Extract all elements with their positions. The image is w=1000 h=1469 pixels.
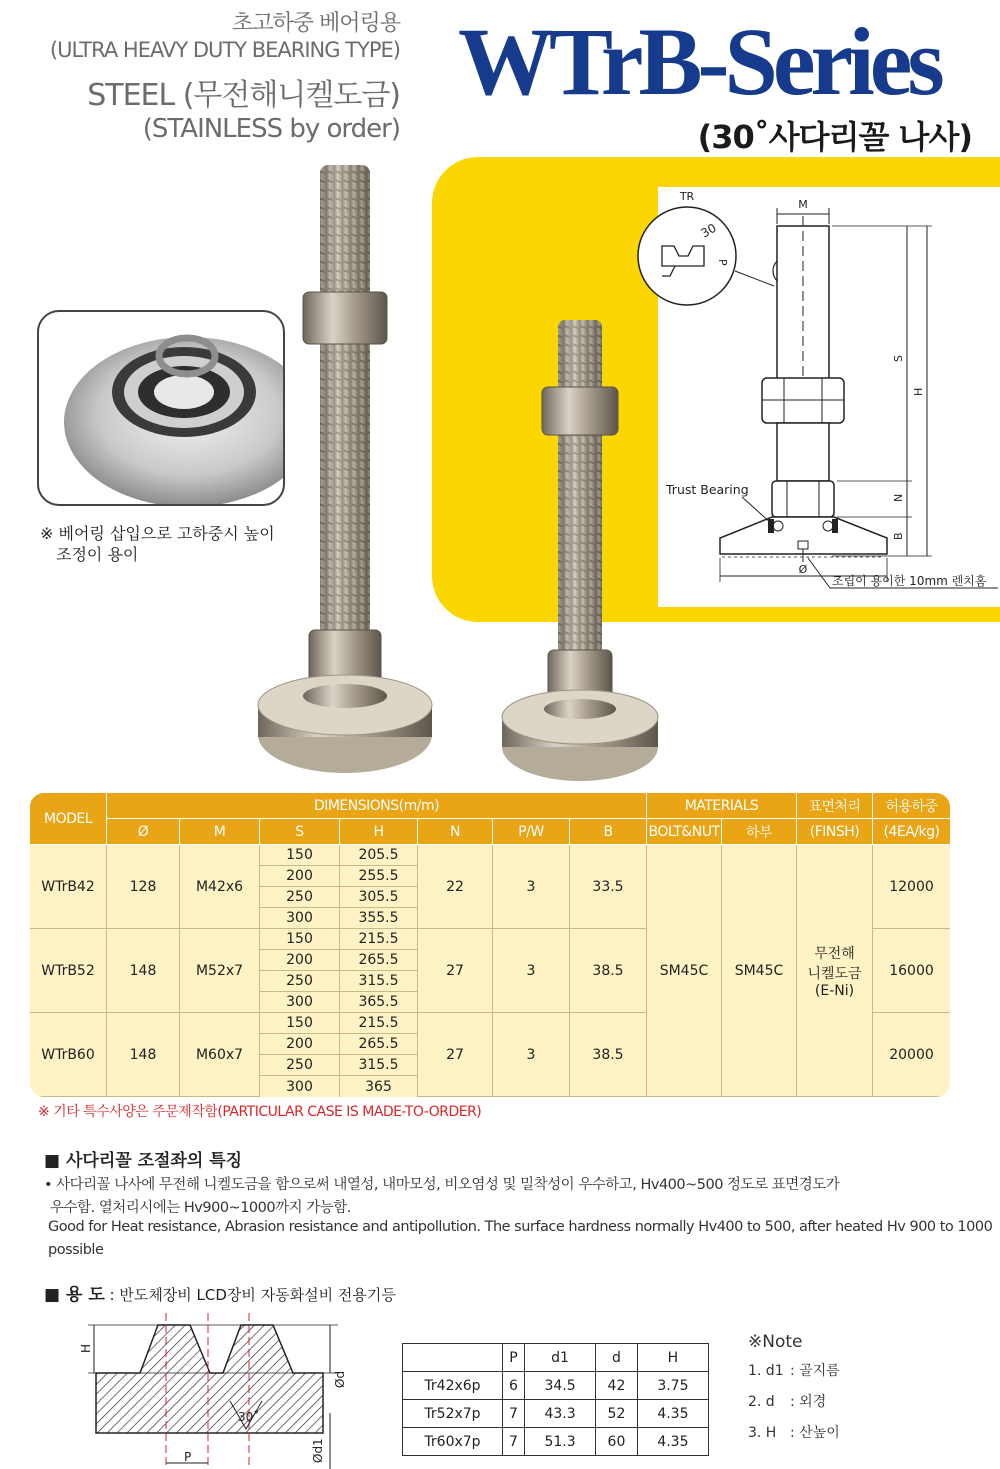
model-phi: 148 <box>107 1013 180 1097</box>
note-item <box>748 1422 840 1453</box>
model-h: 365 <box>340 1076 418 1097</box>
diameter-label: Ø <box>798 563 808 576</box>
thread-cell: 34.5 <box>524 1372 595 1400</box>
finish <box>797 845 873 1097</box>
thread-table <box>402 1343 709 1456</box>
model-s: 200 <box>260 1034 340 1055</box>
model-s: 250 <box>260 1055 340 1076</box>
model-h: 205.5 <box>340 845 418 866</box>
thread-h-label: H <box>79 1343 93 1353</box>
thread-type-subtitle: (30˚사다리꼴 나사) <box>697 118 972 156</box>
header-materials: MATERIALS <box>647 793 797 819</box>
model-pw: 3 <box>493 845 570 929</box>
material-label: STEEL (무전해니켈도금) <box>87 78 400 113</box>
table-row <box>403 1428 709 1456</box>
header-load: 허용하중 <box>873 793 950 819</box>
table-row <box>403 1372 709 1400</box>
model-n: 27 <box>418 1013 493 1097</box>
model-load: 16000 <box>873 929 950 1013</box>
n-label: N <box>892 493 905 502</box>
features-line-1: • 사다리꼴 나사에 무전해 니켈도금을 함으로써 내열성, 내마모성, 비오염성 및 밀착성이 우수하고, Hv400~500 정도로 표면경도가 <box>44 1177 840 1193</box>
model-phi: 148 <box>107 929 180 1013</box>
custom-order-note: ※ 기타 특수사양은 주문제작함(PARTICULAR CASE IS MADE-TO-ORDER) <box>38 1104 482 1120</box>
thread-cell: 4.35 <box>637 1400 708 1428</box>
features-line-4: possible <box>48 1242 104 1258</box>
thread-header-d1: d1 <box>524 1344 595 1372</box>
lower-material: SM45C <box>722 845 797 1097</box>
bearing-closeup-photo <box>37 310 285 506</box>
b-label: B <box>892 532 905 540</box>
header-phi: Ø <box>107 819 180 845</box>
header-load-unit: (4EA/kg) <box>873 819 950 845</box>
note-item <box>748 1360 840 1391</box>
model-pw: 3 <box>493 929 570 1013</box>
p-label: P <box>716 259 729 266</box>
table-row <box>30 845 950 866</box>
model-load: 20000 <box>873 1013 950 1097</box>
model-m: M60x7 <box>180 1013 260 1097</box>
features-line-3: Good for Heat resistance, Abrasion resistance and antipollution. The surface hardness normally Hv400 to 500, after heated Hv 900 to 1000 <box>48 1219 993 1235</box>
model-s: 300 <box>260 992 340 1013</box>
note-key: 2. d <box>748 1394 775 1410</box>
thread-d1-label: Ød1 <box>311 1438 325 1463</box>
header-bolt-nut: BOLT&NUT <box>647 819 722 845</box>
header-s: S <box>260 819 340 845</box>
s-label: S <box>892 355 905 362</box>
model-h: 255.5 <box>340 866 418 887</box>
thread-cell: 52 <box>596 1400 638 1428</box>
note-key: 1. d1 <box>748 1363 784 1379</box>
header-m: M <box>180 819 260 845</box>
stainless-label: (STAINLESS by order) <box>142 114 400 144</box>
thread-cell: 43.3 <box>524 1400 595 1428</box>
model-s: 150 <box>260 845 340 866</box>
thread-cell: 60 <box>596 1428 638 1456</box>
thread-cell: 6 <box>503 1372 525 1400</box>
angle-label: 30 <box>698 220 719 241</box>
dimension-diagram <box>632 186 1000 606</box>
model-h: 215.5 <box>340 1013 418 1034</box>
usage-line <box>44 1280 396 1305</box>
specification-table <box>30 793 950 1097</box>
h-label: H <box>912 387 925 396</box>
bearing-note <box>40 523 275 565</box>
bolt-material: SM45C <box>647 845 722 1097</box>
note-value: : 외경 <box>790 1394 827 1410</box>
thread-cell: 7 <box>503 1428 525 1456</box>
model-load: 12000 <box>873 845 950 929</box>
finish-line-1: 무전해 <box>814 945 855 962</box>
leveling-foot-photo-small <box>500 315 660 785</box>
header-surface: 표면처리 <box>797 793 873 819</box>
model-h: 355.5 <box>340 908 418 929</box>
model-s: 150 <box>260 1013 340 1034</box>
features-line-2: 우수함. 열처리시에는 Hv900~1000까지 가능함. <box>50 1200 351 1216</box>
thread-profile-diagram <box>78 1313 358 1469</box>
header-h: H <box>340 819 418 845</box>
note-item <box>748 1391 840 1422</box>
thread-angle-label: 30˚ <box>238 1410 260 1424</box>
thread-header-h: H <box>637 1344 708 1372</box>
model-s: 150 <box>260 929 340 950</box>
model-s: 250 <box>260 971 340 992</box>
finish-line-3: (E-Ni) <box>814 982 855 999</box>
header-n: N <box>418 819 493 845</box>
model-b: 33.5 <box>570 845 647 929</box>
series-title: WTrB-Series <box>458 8 940 115</box>
thread-d-label: Ød <box>333 1370 347 1388</box>
note-key: 3. H <box>748 1425 777 1441</box>
model-n: 27 <box>418 929 493 1013</box>
model-name: WTrB52 <box>30 929 107 1013</box>
thread-p-label: P <box>184 1450 192 1464</box>
model-s: 200 <box>260 950 340 971</box>
thread-cell: 4.35 <box>637 1428 708 1456</box>
model-s: 300 <box>260 908 340 929</box>
note-block <box>748 1332 840 1453</box>
table-row <box>403 1400 709 1428</box>
english-title: (ULTRA HEAVY DUTY BEARING TYPE) <box>49 38 400 62</box>
model-m: M52x7 <box>180 929 260 1013</box>
model-n: 22 <box>418 845 493 929</box>
model-s: 250 <box>260 887 340 908</box>
model-phi: 128 <box>107 845 180 929</box>
model-name: WTrB60 <box>30 1013 107 1097</box>
note-value: : 골지름 <box>790 1363 840 1379</box>
thread-cell: 42 <box>596 1372 638 1400</box>
model-h: 305.5 <box>340 887 418 908</box>
model-b: 38.5 <box>570 1013 647 1097</box>
header-model: MODEL <box>30 793 107 845</box>
header-surface-en: (FINSH) <box>797 819 873 845</box>
note-title: ※Note <box>748 1332 803 1352</box>
thread-header-d: d <box>596 1344 638 1372</box>
model-pw: 3 <box>493 1013 570 1097</box>
thread-row-name: Tr60x7p <box>403 1428 503 1456</box>
thread-cell: 3.75 <box>637 1372 708 1400</box>
tr-label: TR <box>679 190 695 203</box>
usage-text: : 반도체장비 LCD장비 자동화설비 전용기등 <box>104 1286 396 1304</box>
model-h: 265.5 <box>340 950 418 971</box>
thread-cell: 51.3 <box>524 1428 595 1456</box>
thread-row-name: Tr52x7p <box>403 1400 503 1428</box>
header-dimensions: DIMENSIONS(m/m) <box>107 793 647 819</box>
thread-table-corner <box>403 1344 503 1372</box>
thread-table-header <box>403 1344 709 1372</box>
header-pw: P/W <box>493 819 570 845</box>
model-h: 315.5 <box>340 1055 418 1076</box>
model-name: WTrB42 <box>30 845 107 929</box>
bearing-note-line-1: ※ 베어링 삽입으로 고하중시 높이 <box>40 524 275 543</box>
model-b: 38.5 <box>570 929 647 1013</box>
usage-label: ■ 용 도 <box>44 1285 105 1305</box>
model-s: 200 <box>260 866 340 887</box>
m-label: M <box>798 198 808 211</box>
features-heading: ■ 사다리꼴 조절좌의 특징 <box>44 1151 243 1171</box>
thread-cell: 7 <box>503 1400 525 1428</box>
thread-header-p: P <box>503 1344 525 1372</box>
model-h: 365.5 <box>340 992 418 1013</box>
finish-line-2: 니켈도금 <box>807 965 862 982</box>
model-h: 315.5 <box>340 971 418 992</box>
bearing-note-line-2: 조정이 용이 <box>56 545 139 564</box>
model-h: 215.5 <box>340 929 418 950</box>
bearing-label: Trust Bearing <box>666 482 749 497</box>
header-lower: 하부 <box>722 819 797 845</box>
korean-title: 초고하중 베어링용 <box>231 11 400 36</box>
model-s: 300 <box>260 1076 340 1097</box>
thread-row-name: Tr42x6p <box>403 1372 503 1400</box>
model-h: 265.5 <box>340 1034 418 1055</box>
header-b: B <box>570 819 647 845</box>
model-m: M42x6 <box>180 845 260 929</box>
note-value: : 산높이 <box>790 1425 840 1441</box>
wrench-note: 조립이 용이한 10mm 렌치홈 <box>832 574 987 588</box>
